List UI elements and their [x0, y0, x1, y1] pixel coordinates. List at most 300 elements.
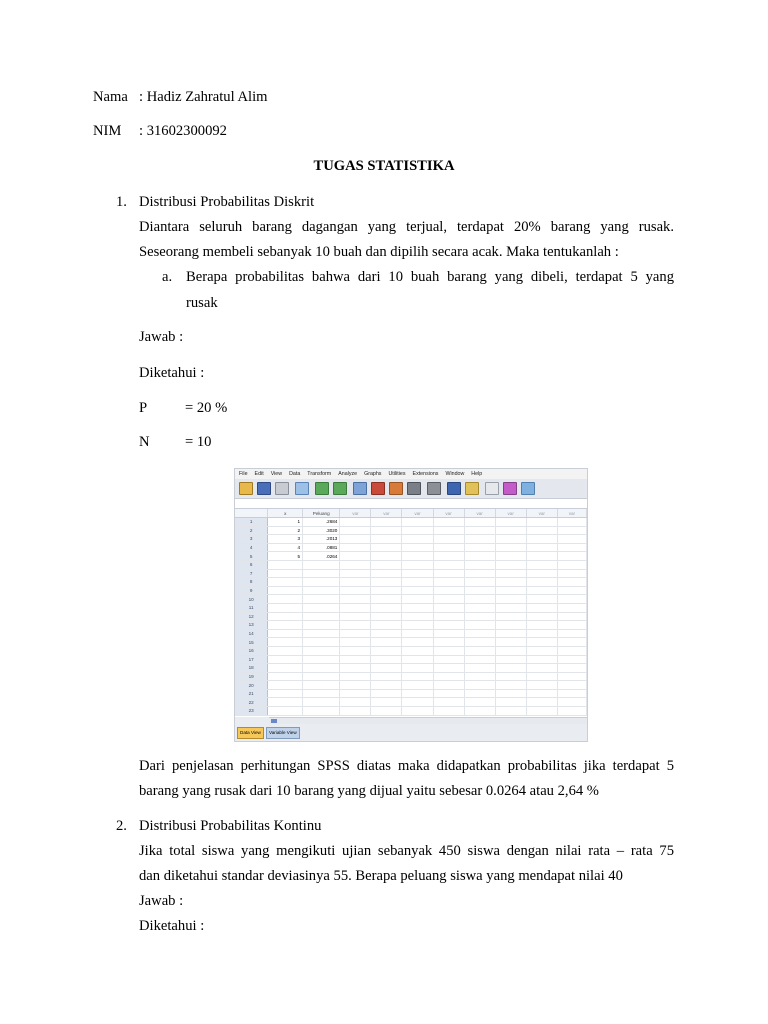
cell-empty[interactable] — [340, 638, 371, 647]
cell-x[interactable] — [268, 672, 303, 681]
cell-x[interactable] — [268, 629, 303, 638]
cell-empty[interactable] — [464, 612, 495, 621]
cell-empty[interactable] — [402, 552, 433, 561]
row-number[interactable]: 16 — [235, 646, 268, 655]
cell-empty[interactable] — [526, 689, 557, 698]
cell-empty[interactable] — [340, 621, 371, 630]
cell-empty[interactable] — [371, 672, 402, 681]
cell-empty[interactable] — [464, 664, 495, 673]
cell-empty[interactable] — [340, 655, 371, 664]
menu-item-utilities[interactable]: Utilities — [388, 471, 406, 477]
cell-empty[interactable] — [526, 595, 557, 604]
cell-empty[interactable] — [495, 655, 526, 664]
row-number[interactable]: 19 — [235, 672, 268, 681]
goto-variable-icon[interactable] — [371, 482, 385, 495]
cell-empty[interactable] — [526, 518, 557, 527]
cell-peluang[interactable] — [303, 560, 340, 569]
insert-cases-icon[interactable] — [447, 482, 461, 495]
cell-empty[interactable] — [557, 646, 586, 655]
cell-empty[interactable] — [402, 664, 433, 673]
cell-empty[interactable] — [402, 578, 433, 587]
cell-x[interactable]: 3 — [268, 535, 303, 544]
cell-empty[interactable] — [495, 560, 526, 569]
cell-empty[interactable] — [464, 689, 495, 698]
row-number[interactable]: 9 — [235, 586, 268, 595]
cell-empty[interactable] — [495, 595, 526, 604]
cell-empty[interactable] — [340, 586, 371, 595]
menu-item-extensions[interactable]: Extensions — [412, 471, 439, 477]
menu-item-analyze[interactable]: Analyze — [338, 471, 358, 477]
cell-empty[interactable] — [371, 646, 402, 655]
cell-empty[interactable] — [433, 707, 464, 716]
cell-empty[interactable] — [495, 518, 526, 527]
cell-empty[interactable] — [433, 569, 464, 578]
row-number[interactable]: 22 — [235, 698, 268, 707]
cell-x[interactable] — [268, 681, 303, 690]
cell-empty[interactable] — [402, 543, 433, 552]
cell-empty[interactable] — [557, 698, 586, 707]
cell-peluang[interactable]: .3020 — [303, 526, 340, 535]
cell-empty[interactable] — [433, 543, 464, 552]
cell-empty[interactable] — [371, 603, 402, 612]
cell-x[interactable]: 5 — [268, 552, 303, 561]
row-number[interactable]: 10 — [235, 595, 268, 604]
cell-empty[interactable] — [464, 595, 495, 604]
cell-empty[interactable] — [557, 612, 586, 621]
undo-icon[interactable] — [315, 482, 329, 495]
open-folder-icon[interactable] — [239, 482, 253, 495]
cell-empty[interactable] — [464, 578, 495, 587]
cell-x[interactable] — [268, 578, 303, 587]
row-number[interactable]: 4 — [235, 543, 268, 552]
save-icon[interactable] — [257, 482, 271, 495]
row-number[interactable]: 17 — [235, 655, 268, 664]
cell-empty[interactable] — [402, 655, 433, 664]
cell-empty[interactable] — [464, 518, 495, 527]
cell-empty[interactable] — [464, 560, 495, 569]
cell-peluang[interactable] — [303, 569, 340, 578]
cell-empty[interactable] — [557, 586, 586, 595]
cell-empty[interactable] — [371, 543, 402, 552]
cell-empty[interactable] — [371, 560, 402, 569]
cell-empty[interactable] — [371, 578, 402, 587]
cell-empty[interactable] — [340, 543, 371, 552]
cell-empty[interactable] — [464, 543, 495, 552]
column-header-var[interactable]: var — [402, 509, 433, 518]
cell-peluang[interactable] — [303, 629, 340, 638]
cell-empty[interactable] — [464, 698, 495, 707]
cell-peluang[interactable] — [303, 655, 340, 664]
print-icon[interactable] — [275, 482, 289, 495]
cell-empty[interactable] — [340, 707, 371, 716]
column-header-var[interactable]: var — [340, 509, 371, 518]
cell-empty[interactable] — [526, 629, 557, 638]
cell-empty[interactable] — [464, 621, 495, 630]
cell-empty[interactable] — [526, 535, 557, 544]
cell-x[interactable] — [268, 689, 303, 698]
scroll-thumb[interactable] — [271, 719, 277, 723]
cell-peluang[interactable] — [303, 646, 340, 655]
cell-empty[interactable] — [340, 552, 371, 561]
cell-empty[interactable] — [526, 543, 557, 552]
cell-empty[interactable] — [495, 698, 526, 707]
row-number[interactable]: 23 — [235, 707, 268, 716]
cell-empty[interactable] — [402, 672, 433, 681]
row-number[interactable]: 15 — [235, 638, 268, 647]
cell-empty[interactable] — [557, 552, 586, 561]
cell-empty[interactable] — [433, 560, 464, 569]
cell-empty[interactable] — [340, 612, 371, 621]
cell-x[interactable] — [268, 638, 303, 647]
cell-empty[interactable] — [526, 655, 557, 664]
cell-empty[interactable] — [464, 569, 495, 578]
cell-empty[interactable] — [371, 535, 402, 544]
cell-peluang[interactable]: .2013 — [303, 535, 340, 544]
cell-empty[interactable] — [464, 629, 495, 638]
cell-empty[interactable] — [526, 638, 557, 647]
cell-empty[interactable] — [433, 672, 464, 681]
cell-x[interactable] — [268, 707, 303, 716]
cell-empty[interactable] — [557, 569, 586, 578]
cell-empty[interactable] — [495, 586, 526, 595]
cell-empty[interactable] — [526, 586, 557, 595]
row-number[interactable]: 6 — [235, 560, 268, 569]
cell-peluang[interactable] — [303, 672, 340, 681]
cell-empty[interactable] — [557, 629, 586, 638]
cell-empty[interactable] — [433, 535, 464, 544]
cell-empty[interactable] — [340, 569, 371, 578]
cell-x[interactable] — [268, 569, 303, 578]
cell-empty[interactable] — [464, 535, 495, 544]
menu-item-data[interactable]: Data — [289, 471, 301, 477]
split-file-icon[interactable] — [485, 482, 499, 495]
cell-empty[interactable] — [402, 586, 433, 595]
cell-x[interactable] — [268, 698, 303, 707]
cell-empty[interactable] — [557, 655, 586, 664]
cell-x[interactable] — [268, 655, 303, 664]
cell-empty[interactable] — [495, 707, 526, 716]
cell-empty[interactable] — [402, 518, 433, 527]
menu-item-help[interactable]: Help — [471, 471, 483, 477]
cell-empty[interactable] — [526, 560, 557, 569]
column-header-var[interactable]: var — [464, 509, 495, 518]
cell-peluang[interactable] — [303, 612, 340, 621]
cell-empty[interactable] — [557, 518, 586, 527]
row-number[interactable]: 11 — [235, 603, 268, 612]
cell-empty[interactable] — [402, 621, 433, 630]
cell-empty[interactable] — [526, 621, 557, 630]
value-labels-icon[interactable] — [503, 482, 517, 495]
cell-empty[interactable] — [464, 707, 495, 716]
cell-empty[interactable] — [340, 526, 371, 535]
cell-empty[interactable] — [557, 543, 586, 552]
cell-empty[interactable] — [402, 638, 433, 647]
cell-empty[interactable] — [526, 664, 557, 673]
cell-empty[interactable] — [433, 552, 464, 561]
cell-empty[interactable] — [433, 646, 464, 655]
cell-peluang[interactable] — [303, 586, 340, 595]
cell-empty[interactable] — [433, 664, 464, 673]
cell-empty[interactable] — [557, 578, 586, 587]
row-number[interactable]: 8 — [235, 578, 268, 587]
cell-x[interactable]: 2 — [268, 526, 303, 535]
cell-empty[interactable] — [433, 681, 464, 690]
cell-empty[interactable] — [464, 603, 495, 612]
row-number[interactable]: 3 — [235, 535, 268, 544]
cell-empty[interactable] — [495, 664, 526, 673]
find-icon[interactable] — [427, 482, 441, 495]
cell-empty[interactable] — [433, 518, 464, 527]
column-header-var[interactable]: var — [371, 509, 402, 518]
row-number[interactable]: 13 — [235, 621, 268, 630]
cell-empty[interactable] — [495, 689, 526, 698]
cell-empty[interactable] — [526, 578, 557, 587]
insert-variable-icon[interactable] — [465, 482, 479, 495]
cell-peluang[interactable] — [303, 595, 340, 604]
row-number[interactable]: 7 — [235, 569, 268, 578]
cell-empty[interactable] — [433, 629, 464, 638]
cell-empty[interactable] — [402, 646, 433, 655]
row-number[interactable]: 12 — [235, 612, 268, 621]
cell-empty[interactable] — [526, 707, 557, 716]
use-sets-icon[interactable] — [521, 482, 535, 495]
cell-peluang[interactable] — [303, 621, 340, 630]
cell-empty[interactable] — [557, 672, 586, 681]
cell-empty[interactable] — [495, 672, 526, 681]
cell-empty[interactable] — [557, 526, 586, 535]
dialog-recall-icon[interactable] — [295, 482, 309, 495]
cell-empty[interactable] — [433, 698, 464, 707]
row-number[interactable]: 1 — [235, 518, 268, 527]
cell-empty[interactable] — [557, 681, 586, 690]
cell-empty[interactable] — [402, 612, 433, 621]
cell-peluang[interactable] — [303, 689, 340, 698]
run-descriptive-icon[interactable] — [407, 482, 421, 495]
cell-x[interactable] — [268, 595, 303, 604]
cell-empty[interactable] — [402, 526, 433, 535]
cell-empty[interactable] — [371, 569, 402, 578]
row-number[interactable]: 5 — [235, 552, 268, 561]
cell-empty[interactable] — [433, 638, 464, 647]
cell-empty[interactable] — [557, 621, 586, 630]
cell-empty[interactable] — [526, 526, 557, 535]
cell-empty[interactable] — [526, 612, 557, 621]
cell-empty[interactable] — [340, 664, 371, 673]
cell-empty[interactable] — [340, 518, 371, 527]
cell-empty[interactable] — [557, 603, 586, 612]
cell-empty[interactable] — [340, 578, 371, 587]
cell-x[interactable] — [268, 621, 303, 630]
cell-empty[interactable] — [340, 689, 371, 698]
cell-empty[interactable] — [495, 638, 526, 647]
section2-heading: Distribusi Probabilitas Kontinu — [139, 818, 322, 834]
cell-empty[interactable] — [557, 638, 586, 647]
row-number[interactable]: 14 — [235, 629, 268, 638]
cell-empty[interactable] — [495, 578, 526, 587]
cell-empty[interactable] — [433, 655, 464, 664]
cell-peluang[interactable] — [303, 603, 340, 612]
menu-item-file[interactable]: File — [239, 471, 248, 477]
cell-empty[interactable] — [340, 672, 371, 681]
cell-empty[interactable] — [371, 552, 402, 561]
tab-variable-view[interactable]: Variable View — [266, 727, 300, 739]
column-header-peluang[interactable]: Peluang — [303, 509, 340, 518]
cell-empty[interactable] — [371, 664, 402, 673]
cell-empty[interactable] — [526, 603, 557, 612]
cell-x[interactable] — [268, 646, 303, 655]
cell-empty[interactable] — [402, 681, 433, 690]
cell-x[interactable] — [268, 612, 303, 621]
redo-icon[interactable] — [333, 482, 347, 495]
cell-empty[interactable] — [371, 689, 402, 698]
column-header-var[interactable]: var — [433, 509, 464, 518]
menu-item-view[interactable]: View — [270, 471, 283, 477]
cell-empty[interactable] — [526, 681, 557, 690]
cell-empty[interactable] — [402, 595, 433, 604]
cell-empty[interactable] — [495, 603, 526, 612]
cell-empty[interactable] — [433, 689, 464, 698]
cell-empty[interactable] — [433, 526, 464, 535]
cell-empty[interactable] — [433, 603, 464, 612]
cell-x[interactable]: 1 — [268, 518, 303, 527]
cell-empty[interactable] — [464, 681, 495, 690]
column-header-var[interactable]: var — [557, 509, 586, 518]
cell-empty[interactable] — [495, 681, 526, 690]
cell-empty[interactable] — [557, 664, 586, 673]
cell-empty[interactable] — [402, 569, 433, 578]
cell-empty[interactable] — [557, 560, 586, 569]
cell-empty[interactable] — [433, 586, 464, 595]
cell-empty[interactable] — [495, 629, 526, 638]
cell-empty[interactable] — [371, 681, 402, 690]
cell-empty[interactable] — [433, 612, 464, 621]
cell-empty[interactable] — [495, 552, 526, 561]
cell-empty[interactable] — [340, 698, 371, 707]
cell-empty[interactable] — [340, 603, 371, 612]
cell-peluang[interactable]: .0881 — [303, 543, 340, 552]
column-header-var[interactable]: var — [526, 509, 557, 518]
cell-empty[interactable] — [402, 560, 433, 569]
cell-empty[interactable] — [402, 707, 433, 716]
cell-x[interactable]: 4 — [268, 543, 303, 552]
cell-empty[interactable] — [495, 543, 526, 552]
cell-empty[interactable] — [526, 672, 557, 681]
goto-case-icon[interactable] — [353, 482, 367, 495]
horizontal-scrollbar[interactable] — [269, 717, 587, 724]
cell-empty[interactable] — [402, 535, 433, 544]
cell-peluang[interactable]: .0264 — [303, 552, 340, 561]
cell-editor-bar[interactable] — [235, 499, 587, 509]
tab-data-view[interactable]: Data View — [237, 727, 264, 739]
cell-peluang[interactable] — [303, 578, 340, 587]
table-row — [235, 707, 587, 716]
question-a-letter: a. — [162, 269, 173, 285]
jawab-label: Jawab : — [139, 329, 184, 345]
cell-empty[interactable] — [495, 621, 526, 630]
cell-empty[interactable] — [402, 689, 433, 698]
cell-peluang[interactable] — [303, 707, 340, 716]
cell-empty[interactable] — [495, 535, 526, 544]
cell-x[interactable] — [268, 664, 303, 673]
cell-peluang[interactable] — [303, 664, 340, 673]
cell-empty[interactable] — [371, 707, 402, 716]
cell-empty[interactable] — [495, 612, 526, 621]
row-number[interactable]: 2 — [235, 526, 268, 535]
cell-empty[interactable] — [371, 638, 402, 647]
cell-empty[interactable] — [464, 638, 495, 647]
cell-empty[interactable] — [464, 526, 495, 535]
column-header-var[interactable]: var — [495, 509, 526, 518]
cell-empty[interactable] — [371, 612, 402, 621]
cell-empty[interactable] — [433, 578, 464, 587]
cell-empty[interactable] — [464, 672, 495, 681]
cell-empty[interactable] — [464, 586, 495, 595]
cell-empty[interactable] — [495, 526, 526, 535]
menu-item-window[interactable]: Window — [445, 471, 465, 477]
cell-x[interactable] — [268, 603, 303, 612]
cell-x[interactable] — [268, 586, 303, 595]
cell-empty[interactable] — [371, 586, 402, 595]
cell-empty[interactable] — [340, 595, 371, 604]
menu-item-transform[interactable]: Transform — [307, 471, 332, 477]
cell-empty[interactable] — [557, 689, 586, 698]
cell-empty[interactable] — [402, 603, 433, 612]
cell-empty[interactable] — [340, 681, 371, 690]
row-number[interactable]: 20 — [235, 681, 268, 690]
cell-empty[interactable] — [371, 655, 402, 664]
cell-empty[interactable] — [557, 707, 586, 716]
cell-empty[interactable] — [526, 646, 557, 655]
cell-x[interactable] — [268, 560, 303, 569]
cell-empty[interactable] — [433, 621, 464, 630]
cell-empty[interactable] — [464, 655, 495, 664]
cell-empty[interactable] — [402, 629, 433, 638]
menu-item-edit[interactable]: Edit — [254, 471, 264, 477]
cell-empty[interactable] — [371, 621, 402, 630]
cell-peluang[interactable] — [303, 698, 340, 707]
cell-empty[interactable] — [340, 560, 371, 569]
cell-empty[interactable] — [371, 526, 402, 535]
cell-empty[interactable] — [371, 698, 402, 707]
cell-empty[interactable] — [371, 629, 402, 638]
cell-empty[interactable] — [495, 569, 526, 578]
cell-empty[interactable] — [340, 629, 371, 638]
cell-empty[interactable] — [371, 595, 402, 604]
spss-data-grid[interactable] — [235, 509, 587, 717]
column-header-x[interactable]: x — [268, 509, 303, 518]
cell-empty[interactable] — [557, 595, 586, 604]
cell-empty[interactable] — [526, 552, 557, 561]
cell-empty[interactable] — [495, 646, 526, 655]
row-number[interactable]: 21 — [235, 689, 268, 698]
cell-peluang[interactable] — [303, 681, 340, 690]
cell-empty[interactable] — [464, 552, 495, 561]
cell-empty[interactable] — [557, 535, 586, 544]
cell-empty[interactable] — [433, 595, 464, 604]
cell-empty[interactable] — [526, 569, 557, 578]
variables-icon[interactable] — [389, 482, 403, 495]
cell-empty[interactable] — [371, 518, 402, 527]
cell-empty[interactable] — [340, 535, 371, 544]
cell-empty[interactable] — [526, 698, 557, 707]
menu-item-graphs[interactable]: Graphs — [364, 471, 382, 477]
cell-empty[interactable] — [340, 646, 371, 655]
cell-peluang[interactable] — [303, 638, 340, 647]
cell-empty[interactable] — [402, 698, 433, 707]
cell-empty[interactable] — [464, 646, 495, 655]
cell-peluang[interactable]: .2684 — [303, 518, 340, 527]
row-number[interactable]: 18 — [235, 664, 268, 673]
